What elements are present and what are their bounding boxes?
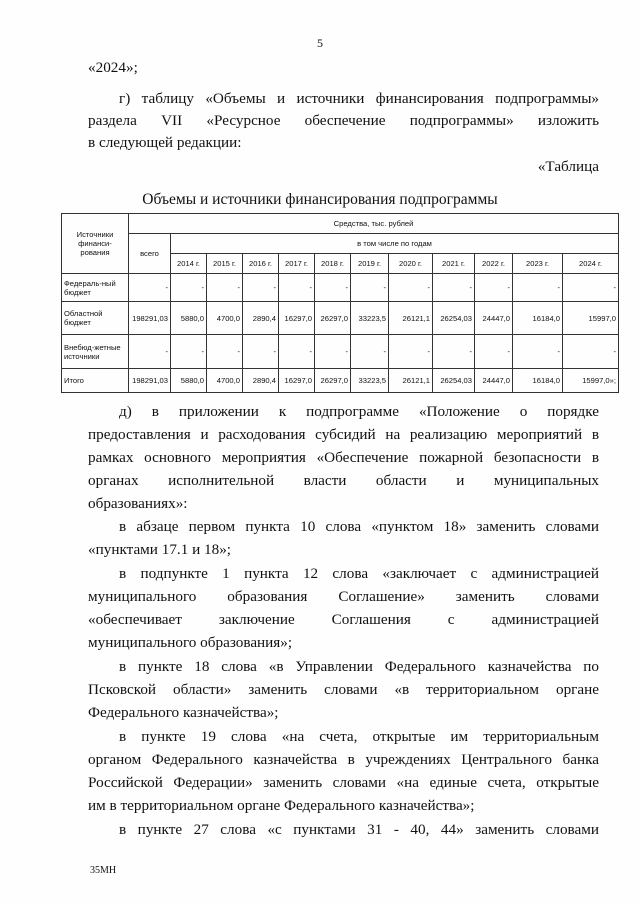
table-cell: - <box>433 335 475 369</box>
text-line: «пунктами 17.1 и 18»; <box>88 541 232 558</box>
table-cell: 15997,0»; <box>563 369 619 393</box>
header-source: Источники финанси-рования <box>62 214 129 274</box>
text-line: «Таблица <box>537 158 599 175</box>
table-cell: 5880,0 <box>171 302 207 335</box>
table-cell: 4700,0 <box>207 369 243 393</box>
table-cell: - <box>433 274 475 302</box>
text-line: Федерального казначейства»; <box>88 704 279 721</box>
table-cell: - <box>351 335 389 369</box>
table-cell: - <box>513 335 563 369</box>
table-cell: 198291,03 <box>129 302 171 335</box>
text-line: органах исполнительной власти области и муниципальных <box>88 472 599 489</box>
table-row-extrabudget <box>62 335 619 369</box>
table-cell: - <box>129 274 171 302</box>
table-cell: - <box>351 274 389 302</box>
table-cell: - <box>513 274 563 302</box>
table-cell: 5880,0 <box>171 369 207 393</box>
table-cell: 24447,0 <box>475 302 513 335</box>
table-cell: - <box>389 274 433 302</box>
text-line: в пункте 27 слова «с пунктами 31 - 40, 44» заменить словами <box>119 821 599 838</box>
table-cell: - <box>315 335 351 369</box>
table-cell: - <box>129 335 171 369</box>
text-line: раздела VII «Ресурсное обеспечение подпрограммы» изложить <box>88 112 599 129</box>
table-cell: 16297,0 <box>279 369 315 393</box>
text-line: в пункте 18 слова «в Управлении Федерального казначейства по <box>119 658 599 675</box>
year-header: 2023 г. <box>513 254 563 274</box>
year-header: 2022 г. <box>475 254 513 274</box>
text-line: органом Федерального казначейства в учреждениях Центрального банка <box>88 751 599 768</box>
table-cell: - <box>315 274 351 302</box>
text-line: в пункте 19 слова «на счета, открытые им территориальным <box>119 728 599 745</box>
table-cell: - <box>171 335 207 369</box>
table-cell: 24447,0 <box>475 369 513 393</box>
table-cell: - <box>563 274 619 302</box>
text-line: муниципального образования»; <box>88 634 293 651</box>
table-cell: 26297,0 <box>315 302 351 335</box>
document-code: 35МН <box>90 865 117 876</box>
year-header: 2019 г. <box>351 254 389 274</box>
text-line: предоставления и расходования субсидий на реализацию мероприятий в <box>88 426 599 443</box>
text-line: в подпункте 1 пункта 12 слова «заключает с администрацией <box>119 565 599 582</box>
table-cell: 4700,0 <box>207 302 243 335</box>
row-label: Внебюд-жетные источники <box>62 335 129 369</box>
header-funds: Средства, тыс. рублей <box>129 214 619 234</box>
table-cell: 2890,4 <box>243 369 279 393</box>
text-line: рамках основного мероприятия «Обеспечение пожарной безопасности в <box>88 449 599 466</box>
table-cell: - <box>279 274 315 302</box>
year-header: 2017 г. <box>279 254 315 274</box>
table-cell: - <box>171 274 207 302</box>
table-row-federal <box>62 274 619 302</box>
table-cell: - <box>475 335 513 369</box>
table-cell: 26254,03 <box>433 302 475 335</box>
table-cell: 33223,5 <box>351 302 389 335</box>
text-line: в абзаце первом пункта 10 слова «пунктом 18» заменить словами <box>119 518 599 535</box>
table-cell: 26121,1 <box>389 369 433 393</box>
table-cell: - <box>243 335 279 369</box>
table-cell: 2890,4 <box>243 302 279 335</box>
table-cell: - <box>475 274 513 302</box>
year-header: 2016 г. <box>243 254 279 274</box>
table-cell: - <box>207 335 243 369</box>
text-line: Российской Федерации» заменить словами «на единые счета, открытые <box>88 774 599 791</box>
page-number: 5 <box>317 36 323 50</box>
table-cell: 26297,0 <box>315 369 351 393</box>
text-line: д) в приложении к подпрограмме «Положение о порядке <box>119 403 599 420</box>
text-line: им в территориальном органе Федерального казначейства»; <box>88 797 475 814</box>
year-header: 2024 г. <box>563 254 619 274</box>
year-header: 2015 г. <box>207 254 243 274</box>
table-cell: - <box>207 274 243 302</box>
table-cell: 16184,0 <box>513 369 563 393</box>
header-total: всего <box>129 234 171 274</box>
text-line: «2024»; <box>88 59 138 76</box>
text-line: образованиях»: <box>88 495 188 512</box>
year-header: 2014 г. <box>171 254 207 274</box>
text-line: г) таблицу «Объемы и источники финансирования подпрограммы» <box>119 90 599 107</box>
table-cell: - <box>243 274 279 302</box>
financing-table <box>61 213 619 393</box>
row-label: Федераль-ный бюджет <box>62 274 129 302</box>
table-cell: 33223,5 <box>351 369 389 393</box>
table-cell: 16297,0 <box>279 302 315 335</box>
table-cell: 16184,0 <box>513 302 563 335</box>
row-label: Итого <box>62 369 129 393</box>
year-header: 2020 г. <box>389 254 433 274</box>
table-cell: 26254,03 <box>433 369 475 393</box>
table-cell: 26121,1 <box>389 302 433 335</box>
table-cell: 198291,03 <box>129 369 171 393</box>
header-by-year: в том числе по годам <box>171 234 619 254</box>
table-title: Объемы и источники финансирования подпрограммы <box>142 191 498 208</box>
table-row-regional <box>62 302 619 335</box>
table-cell: - <box>563 335 619 369</box>
text-line: Псковской области» заменить словами «в территориальном органе <box>88 681 599 698</box>
table-cell: - <box>389 335 433 369</box>
text-line: в следующей редакции: <box>88 134 242 151</box>
year-header: 2018 г. <box>315 254 351 274</box>
row-label: Областной бюджет <box>62 302 129 335</box>
table-cell: 15997,0 <box>563 302 619 335</box>
year-header: 2021 г. <box>433 254 475 274</box>
text-line: муниципального образования Соглашение» заменить словами <box>88 588 599 605</box>
text-line: «обеспечивает заключение Соглашения с администрацией <box>88 611 599 628</box>
table-row-total <box>62 369 619 393</box>
table-cell: - <box>279 335 315 369</box>
